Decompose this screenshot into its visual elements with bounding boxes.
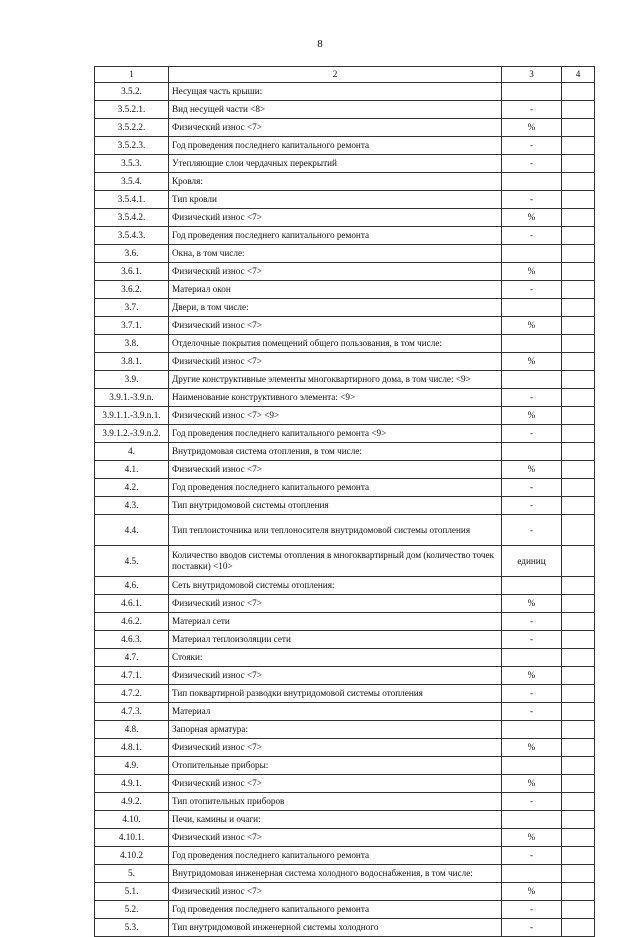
row-indicator-name: Утепляющие слои чердачных перекрытий [169,155,502,173]
row-unit: - [502,703,562,721]
table-row [95,407,595,425]
row-number: 4.6.1. [95,595,169,613]
row-number: 3.5.2.2. [95,119,169,137]
table-row [95,263,595,281]
row-indicator-name: Материал теплоизоляции сети [169,631,502,649]
row-number: 3.6.2. [95,281,169,299]
row-unit: - [502,793,562,811]
row-number: 4.7.2. [95,685,169,703]
row-indicator-name: Тип теплоисточника или теплоносителя внутридомовой системы отопления [169,515,502,546]
row-unit: - [502,389,562,407]
table-row [95,667,595,685]
row-indicator-name: Год проведения последнего капитального ремонта [169,847,502,865]
row-value [562,829,595,847]
row-indicator-name: Физический износ <7> [169,883,502,901]
row-value [562,901,595,919]
table-row [95,461,595,479]
table-row [95,209,595,227]
row-unit: - [502,685,562,703]
row-indicator-name: Вид несущей части <8> [169,101,502,119]
row-number: 5.3. [95,919,169,937]
row-indicator-name: Сеть внутридомовой системы отопления: [169,577,502,595]
row-indicator-name: Физический износ <7> [169,353,502,371]
row-value [562,335,595,353]
row-unit: - [502,101,562,119]
table-row [95,443,595,461]
row-number: 3.7. [95,299,169,317]
row-number: 3.9.1.-3.9.n. [95,389,169,407]
row-number: 3.5.4.1. [95,191,169,209]
row-number: 3.5.2.1. [95,101,169,119]
row-unit: - [502,847,562,865]
row-unit [502,811,562,829]
row-number: 4.4. [95,515,169,546]
row-value [562,919,595,937]
row-indicator-name: Год проведения последнего капитального ремонта [169,227,502,245]
table-row [95,191,595,209]
header-col-3: 3 [502,67,562,83]
row-number: 3.9. [95,371,169,389]
row-indicator-name: Тип отопительных приборов [169,793,502,811]
row-number: 4.10. [95,811,169,829]
row-indicator-name: Физический износ <7> [169,317,502,335]
row-indicator-name: Тип кровли [169,191,502,209]
row-value [562,515,595,546]
row-value [562,425,595,443]
row-unit: - [502,901,562,919]
row-indicator-name: Материал окон [169,281,502,299]
table-row [95,865,595,883]
row-value [562,83,595,101]
row-indicator-name: Несущая часть крыши: [169,83,502,101]
row-unit: % [502,209,562,227]
table-row [95,775,595,793]
row-number: 4.9.2. [95,793,169,811]
row-value [562,703,595,721]
table-row [95,101,595,119]
row-unit: - [502,479,562,497]
row-unit: % [502,667,562,685]
row-indicator-name: Физический износ <7> [169,119,502,137]
row-value [562,793,595,811]
row-number: 3.8.1. [95,353,169,371]
header-col-2: 2 [169,67,502,83]
table-row [95,245,595,263]
table-row [95,515,595,546]
row-number: 4.1. [95,461,169,479]
table-row [95,577,595,595]
row-number: 4.8.1. [95,739,169,757]
row-indicator-name: Физический износ <7> [169,829,502,847]
row-number: 3.5.4.3. [95,227,169,245]
row-indicator-name: Физический износ <7> [169,595,502,613]
row-number: 3.5.4. [95,173,169,191]
row-value [562,371,595,389]
row-number: 3.8. [95,335,169,353]
passport-table [94,66,595,937]
table-row [95,595,595,613]
row-number: 5.2. [95,901,169,919]
row-indicator-name: Отделочные покрытия помещений общего пользования, в том числе: [169,335,502,353]
row-unit [502,299,562,317]
row-value [562,577,595,595]
row-unit: - [502,919,562,937]
row-value [562,883,595,901]
row-unit: - [502,497,562,515]
row-indicator-name: Физический износ <7> [169,739,502,757]
row-number: 4.8. [95,721,169,739]
row-number: 3.5.2.3. [95,137,169,155]
table-row [95,847,595,865]
row-indicator-name: Тип поквартирной разводки внутридомовой системы отопления [169,685,502,703]
row-value [562,227,595,245]
header-col-1: 1 [95,67,169,83]
table-header-row [95,67,595,83]
row-unit: % [502,353,562,371]
table-row [95,811,595,829]
table-row [95,685,595,703]
row-value [562,209,595,227]
row-value [562,649,595,667]
table-row [95,901,595,919]
table-row [95,173,595,191]
row-indicator-name: Тип внутридомовой инженерной системы холодного [169,919,502,937]
row-indicator-name: Физический износ <7> <9> [169,407,502,425]
row-value [562,155,595,173]
row-value [562,479,595,497]
row-value [562,245,595,263]
row-value [562,546,595,577]
row-unit: - [502,137,562,155]
row-value [562,811,595,829]
row-indicator-name: Материал сети [169,613,502,631]
row-value [562,497,595,515]
row-value [562,613,595,631]
row-unit [502,245,562,263]
table-row [95,371,595,389]
row-unit: % [502,461,562,479]
row-indicator-name: Физический износ <7> [169,209,502,227]
row-indicator-name: Другие конструктивные элементы многоквартирного дома, в том числе: <9> [169,371,502,389]
row-unit: % [502,883,562,901]
row-unit [502,173,562,191]
row-value [562,595,595,613]
row-number: 3.6.1. [95,263,169,281]
table-row [95,83,595,101]
row-indicator-name: Внутридомовая система отопления, в том числе: [169,443,502,461]
page-number: 8 [317,38,323,50]
row-number: 5.1. [95,883,169,901]
table-row [95,353,595,371]
row-unit: % [502,317,562,335]
table-row [95,613,595,631]
row-unit [502,757,562,775]
row-indicator-name: Физический износ <7> [169,263,502,281]
row-value [562,119,595,137]
table-row [95,299,595,317]
table-row [95,479,595,497]
table-row [95,757,595,775]
row-unit: - [502,613,562,631]
row-number: 3.9.1.2.-3.9.n.2. [95,425,169,443]
row-number: 4.10.2 [95,847,169,865]
row-unit [502,371,562,389]
table-row [95,919,595,937]
table-row [95,721,595,739]
row-unit: - [502,425,562,443]
row-indicator-name: Печи, камины и очаги: [169,811,502,829]
row-indicator-name: Год проведения последнего капитального ремонта <9> [169,425,502,443]
row-unit: % [502,263,562,281]
row-indicator-name: Окна, в том числе: [169,245,502,263]
table-body [95,83,595,937]
row-indicator-name: Стояки: [169,649,502,667]
row-number: 4.7.1. [95,667,169,685]
row-unit: % [502,595,562,613]
row-value [562,389,595,407]
row-value [562,191,595,209]
row-value [562,263,595,281]
row-indicator-name: Наименование конструктивного элемента: <9> [169,389,502,407]
row-unit [502,649,562,667]
row-indicator-name: Количество вводов системы отопления в многоквартирный дом (количество точек поставки) <10> [169,546,502,577]
row-unit: % [502,739,562,757]
row-value [562,739,595,757]
row-number: 4.3. [95,497,169,515]
row-number: 3.7.1. [95,317,169,335]
row-number: 3.5.3. [95,155,169,173]
row-value [562,847,595,865]
row-indicator-name: Тип внутридомовой системы отопления [169,497,502,515]
table-row [95,793,595,811]
table-row [95,739,595,757]
row-unit: % [502,119,562,137]
row-indicator-name: Год проведения последнего капитального ремонта [169,479,502,497]
row-unit: % [502,407,562,425]
row-number: 5. [95,865,169,883]
row-indicator-name: Год проведения последнего капитального ремонта [169,137,502,155]
row-indicator-name: Отопительные приборы: [169,757,502,775]
table-row [95,137,595,155]
table-row [95,546,595,577]
row-value [562,281,595,299]
row-value [562,353,595,371]
row-unit: % [502,829,562,847]
row-unit: единиц [502,546,562,577]
row-value [562,631,595,649]
table-row [95,335,595,353]
row-number: 4.7. [95,649,169,667]
row-number: 3.6. [95,245,169,263]
table-row [95,703,595,721]
row-indicator-name: Двери, в том числе: [169,299,502,317]
row-unit: - [502,631,562,649]
table-row [95,389,595,407]
row-number: 4.9.1. [95,775,169,793]
row-number: 3.9.1.1.-3.9.n.1. [95,407,169,425]
row-number: 4.6. [95,577,169,595]
row-value [562,137,595,155]
row-number: 4. [95,443,169,461]
table-row [95,119,595,137]
table-row [95,155,595,173]
row-number: 4.10.1. [95,829,169,847]
row-number: 3.5.2. [95,83,169,101]
row-value [562,443,595,461]
row-unit [502,443,562,461]
row-value [562,173,595,191]
row-unit: - [502,227,562,245]
row-indicator-name: Физический износ <7> [169,667,502,685]
row-number: 3.5.4.2. [95,209,169,227]
row-indicator-name: Внутридомовая инженерная система холодного водоснабжения, в том числе: [169,865,502,883]
row-unit [502,865,562,883]
row-value [562,685,595,703]
row-unit: - [502,515,562,546]
row-indicator-name: Запорная арматура: [169,721,502,739]
row-unit [502,721,562,739]
row-indicator-name: Год проведения последнего капитального ремонта [169,901,502,919]
row-value [562,865,595,883]
row-value [562,407,595,425]
row-unit [502,83,562,101]
row-indicator-name: Кровля: [169,173,502,191]
row-number: 4.5. [95,546,169,577]
row-unit: - [502,281,562,299]
row-unit: - [502,191,562,209]
table-row [95,317,595,335]
table-row [95,829,595,847]
row-unit [502,335,562,353]
row-number: 4.6.3. [95,631,169,649]
row-unit: - [502,155,562,173]
table-row [95,631,595,649]
row-indicator-name: Материал [169,703,502,721]
row-value [562,721,595,739]
row-number: 4.2. [95,479,169,497]
row-value [562,775,595,793]
row-value [562,461,595,479]
row-unit: % [502,775,562,793]
row-indicator-name: Физический износ <7> [169,775,502,793]
row-number: 4.6.2. [95,613,169,631]
row-value [562,317,595,335]
table-row [95,497,595,515]
table-row [95,425,595,443]
row-number: 4.7.3. [95,703,169,721]
table-row [95,649,595,667]
row-value [562,299,595,317]
document-table-container [94,66,594,937]
row-value [562,667,595,685]
header-col-4: 4 [562,67,595,83]
table-row [95,281,595,299]
row-unit [502,577,562,595]
table-row [95,883,595,901]
row-indicator-name: Физический износ <7> [169,461,502,479]
row-number: 4.9. [95,757,169,775]
row-value [562,101,595,119]
row-value [562,757,595,775]
table-row [95,227,595,245]
